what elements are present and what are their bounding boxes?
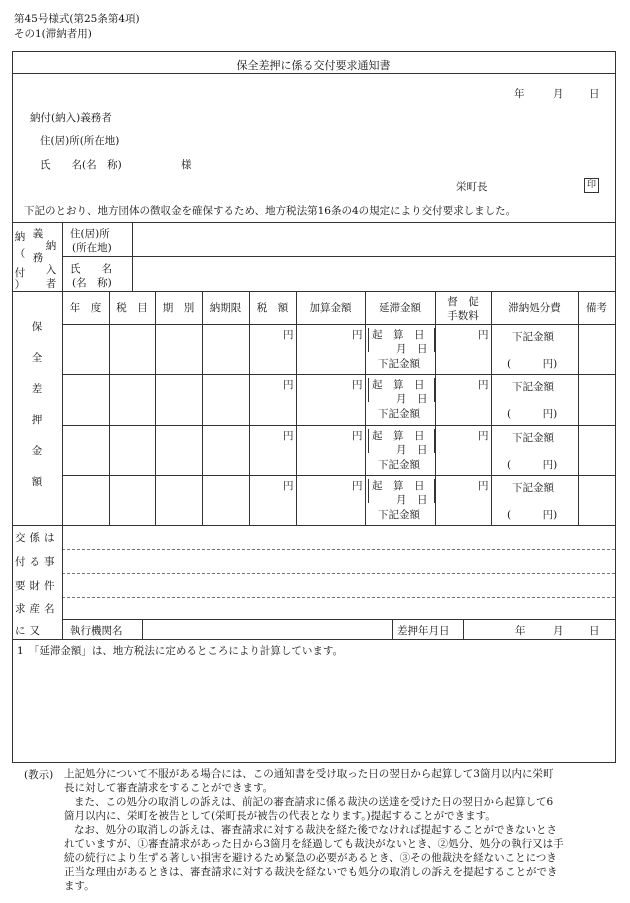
late-calc-month-day-label: 月 日	[396, 343, 428, 355]
instruction-line: なお、処分の取消しの訴えは、審査請求に対する裁決を経た後でなければ提起することができないとさ	[74, 824, 557, 836]
late-calc-start-label: 起 算 日	[372, 430, 425, 442]
obligor-side-char: 付	[14, 267, 26, 279]
late-calc-below-amount: 下記金額	[378, 408, 420, 420]
amount-side-char: 押	[31, 414, 43, 426]
col-header-late-fee: 延滞金額	[379, 302, 421, 314]
recipient-honorific: 様	[181, 159, 192, 171]
disposal-below-amount: 下記金額	[512, 482, 554, 494]
late-calc-below-amount: 下記金額	[378, 459, 420, 471]
instruction-line: ます。	[64, 880, 95, 892]
disposal-below-amount: 下記金額	[512, 381, 554, 393]
recipient-address-label: 住(居)所(所在地)	[40, 135, 120, 147]
additional-amount-unit: 円	[352, 329, 363, 341]
col-header-disposal-cost: 滞納処分費	[508, 302, 561, 314]
demand-fee-unit: 円	[478, 329, 489, 341]
tax-amount-unit: 円	[283, 379, 294, 391]
demand-fee-unit: 円	[478, 480, 489, 492]
property-side-label: 交係は	[15, 532, 59, 544]
demand-fee-unit: 円	[478, 379, 489, 391]
issuer-title: 栄町長	[456, 181, 488, 193]
obligor-name-label-2: (名 称)	[72, 277, 112, 289]
col-header-year: 年 度	[69, 302, 102, 314]
col-header-tax-amount: 税 額	[256, 302, 289, 314]
instruction-line: 上記処分について不服がある場合には、この通知書を受け取った日の翌日から起算して3箇月以内に栄町	[64, 768, 554, 780]
late-calc-month-day-label: 月 日	[396, 393, 428, 405]
col-header-tax-item: 税 目	[116, 302, 148, 314]
demand-fee-unit: 円	[478, 430, 489, 442]
late-calc-month-day-label: 月 日	[396, 444, 428, 456]
enforcement-agency-label: 執行機関名	[70, 625, 123, 637]
property-side-label: に又	[15, 625, 44, 637]
col-header-due-date: 納期限	[209, 302, 242, 314]
disposal-yen-paren: ( 円)	[507, 358, 558, 370]
late-calc-start-label: 起 算 日	[372, 329, 425, 341]
late-calc-below-amount: 下記金額	[378, 358, 420, 370]
amount-side-char: 差	[31, 383, 43, 395]
obligor-address-label: 住(居)所	[70, 228, 110, 240]
seizure-day-label: 日	[589, 625, 600, 637]
instruction-line: また、この処分の取消しの訴えは、前記の審査請求に係る裁決の送達を受けた日の翌日から起算して6	[74, 796, 554, 808]
property-side-label: 付る事	[15, 556, 59, 568]
col-header-demand: 督 促	[447, 296, 479, 308]
instruction-line: 続の続行により生ずる著しい損害を避けるため緊急の必要があるとき、③その他裁決を経ないことにつき	[64, 852, 557, 864]
amount-side-char: 保	[31, 321, 43, 333]
disposal-yen-paren: ( 円)	[507, 509, 558, 521]
date-month-label: 月	[553, 88, 564, 100]
instruction-line: 正当な理由があるときは、審査請求に対する裁決を経ないでも処分の取消しの訴えを提起することができ	[64, 866, 558, 878]
col-header-period: 期 別	[162, 302, 195, 314]
seizure-date-label: 差押年月日	[397, 625, 450, 637]
amount-side-char: 全	[31, 352, 43, 364]
tax-amount-unit: 円	[283, 430, 294, 442]
property-side-label: 求産名	[15, 603, 59, 615]
additional-amount-unit: 円	[352, 379, 363, 391]
form-title: 保全差押に係る交付要求通知書	[236, 59, 391, 72]
amount-side-char: 額	[31, 476, 43, 488]
col-header-additional: 加算金額	[309, 302, 352, 314]
recipient-role: 納付(納入)義務者	[30, 112, 112, 124]
additional-amount-unit: 円	[352, 430, 363, 442]
date-year-label: 年	[514, 88, 525, 100]
form-subtitle: その1(滞納者用)	[14, 28, 92, 40]
seizure-year-label: 年	[515, 625, 526, 637]
col-header-fee: 手数料	[447, 310, 479, 322]
instruction-line: 長に対して審査請求をすることができます。	[64, 782, 274, 794]
obligor-side-char: 納	[45, 240, 57, 252]
property-side-label: 要財件	[15, 580, 59, 592]
disposal-below-amount: 下記金額	[512, 331, 554, 343]
obligor-side-char: （	[14, 248, 26, 260]
late-calc-start-label: 起 算 日	[372, 480, 425, 492]
instruction-label: (教示)	[24, 769, 54, 781]
intro-text: 下記のとおり、地方団体の徴収金を確保するため、地方税法第16条の4の規定により交付要求しました。	[24, 205, 517, 217]
tax-amount-unit: 円	[283, 480, 294, 492]
tax-amount-unit: 円	[283, 329, 294, 341]
obligor-side-char: 務	[32, 252, 44, 264]
form-number: 第45号様式(第25条第4項)	[14, 13, 140, 25]
recipient-name-label: 氏 名(名 称)	[40, 159, 122, 171]
date-day-label: 日	[589, 88, 600, 100]
late-calc-start-label: 起 算 日	[372, 379, 425, 391]
obligor-address-label-2: (所在地)	[72, 242, 112, 254]
note-text: 1 「延滞金額」は、地方税法に定めるところにより計算しています。	[17, 645, 344, 657]
disposal-below-amount: 下記金額	[512, 432, 554, 444]
seizure-month-label: 月	[553, 625, 564, 637]
obligor-name-label: 氏 名	[70, 263, 112, 275]
seal-mark: 印	[584, 178, 599, 193]
obligor-side-char: 者	[45, 278, 57, 290]
disposal-yen-paren: ( 円)	[507, 459, 558, 471]
amount-side-char: 金	[31, 445, 43, 457]
obligor-side-char: 義	[32, 228, 44, 240]
obligor-side-char: ）	[14, 279, 26, 291]
late-calc-month-day-label: 月 日	[396, 494, 428, 506]
obligor-side-char: 入	[45, 264, 57, 276]
instruction-line: れていますが、①審査請求があった日から3箇月を経過しても裁決がないとき、②処分、処分の執行又は手	[64, 838, 564, 850]
additional-amount-unit: 円	[352, 480, 363, 492]
obligor-side-char: 納	[14, 231, 26, 243]
disposal-yen-paren: ( 円)	[507, 408, 558, 420]
instruction-line: 箇月以内に、栄町を被告として(栄町長が被告の代表となります。)提起することができます。	[64, 810, 496, 822]
late-calc-below-amount: 下記金額	[378, 509, 420, 521]
col-header-remarks: 備考	[586, 302, 607, 314]
